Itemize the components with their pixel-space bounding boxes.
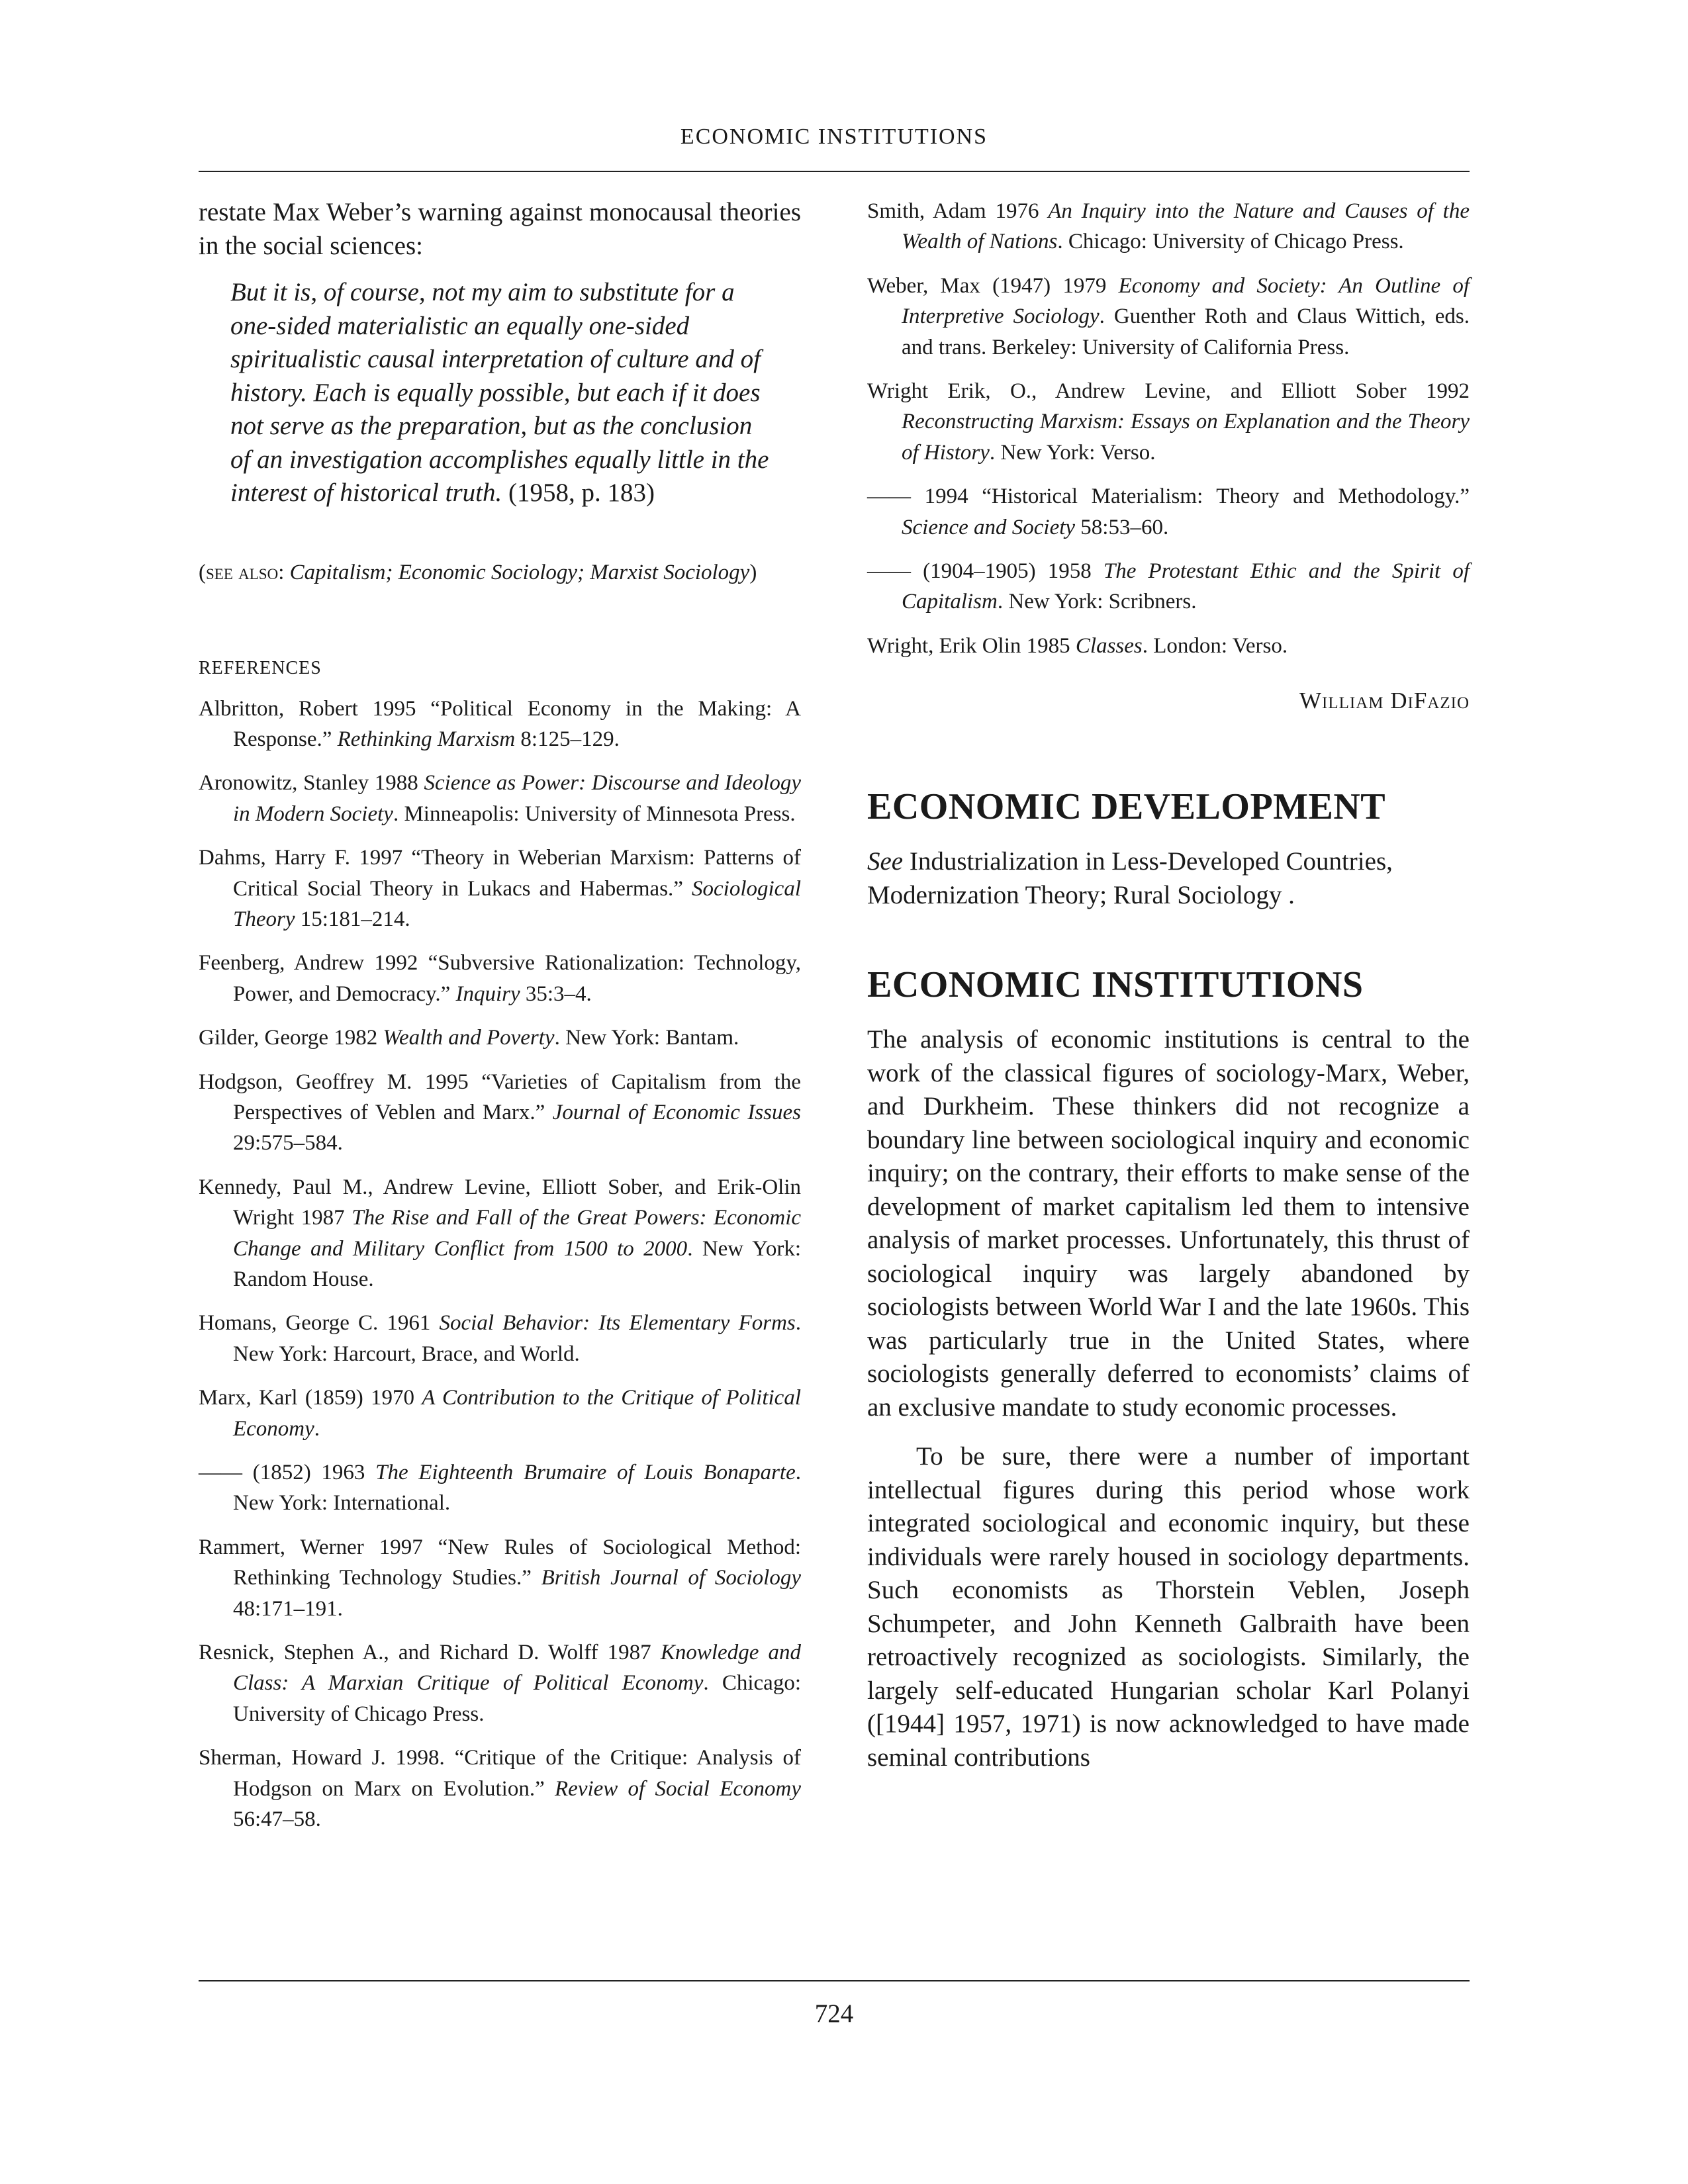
reference-text: Smith, Adam 1976 [867,199,1049,223]
reference-details: . New York: Verso. [989,440,1156,465]
reference-title: Science and Society [902,515,1076,539]
reference-details: 35:3–4. [520,981,592,1006]
reference-details: 15:181–214. [295,907,410,931]
references-list-right [867,196,1470,661]
see-also-close: ) [749,560,757,584]
reference-entry [867,481,1470,543]
reference-text: Marx, Karl (1859) 1970 [199,1386,422,1410]
reference-title: Classes [1075,633,1143,658]
reference-title: An Inquiry into the Nature and Causes of the Wealth of Nations [902,199,1470,254]
reference-text: Aronowitz, Stanley 1988 [199,771,424,796]
reference-title: British Journal of Sociology [541,1566,801,1590]
see-also [199,561,801,585]
reference-entry [867,556,1470,617]
intro-paragraph: restate Max Weber’s warning against monocausal theories in the social sciences: [199,198,801,260]
see-also-items: Capitalism; Economic Sociology; Marxist Sociology [289,560,750,584]
body-paragraph-1: The analysis of economic institutions is central to the work of the classical figures of sociology-Marx, Weber, and Durkheim. These thinkers did not recognize a boundary line between sociological inquiry and economic inquiry; on the contrary, their efforts to make sense of the development of market capitalism led them to intensive analysis of market processes. Unfortunately, this thrust of sociological inquiry was largely abandoned by sociologists between World War I and the late 1960s. This was particularly true in the United States, where sociologists generally deferred to economists’ claims of an exclusive mandate to study economic processes. [867,1025,1470,1422]
reference-text: —— 1994 “Historical Materialism: Theory and Methodology.” [867,484,1470,509]
reference-text: Albritton, Robert 1995 “Political Economy in the Making: A Response.” [199,696,801,751]
reference-details: . New York: Bantam. [554,1026,739,1050]
reference-entry [199,1637,801,1729]
reference-text: Resnick, Stephen A., and Richard D. Wolff 1987 [199,1641,661,1665]
see-label: See [867,847,904,876]
running-head: ECONOMIC INSTITUTIONS [680,124,988,149]
reference-details: . Chicago: University of Chicago Press. [233,1671,801,1726]
reference-entry [199,1457,801,1519]
see-also-open: ( [199,560,206,584]
reference-details: . New York: Harcourt, Brace, and World. [233,1311,801,1366]
references-heading: REFERENCES [199,657,322,678]
reference-details: . Minneapolis: University of Minnesota Press. [393,801,796,826]
reference-title: Reconstructing Marxism: Essays on Explanation and the Theory of History [902,410,1470,465]
reference-details: . Chicago: University of Chicago Press. [1057,230,1404,254]
reference-title: The Eighteenth Brumaire of Louis Bonaparte [375,1461,796,1485]
reference-details: 56:47–58. [233,1807,321,1832]
reference-entry [199,1172,801,1295]
reference-text: Hodgson, Geoffrey M. 1995 “Varieties of Capitalism from the Perspectives of Veblen and Marx.” [199,1069,801,1124]
reference-entry [199,842,801,934]
reference-entry [867,376,1470,468]
reference-entry [867,196,1470,257]
reference-text: —— (1852) 1963 [199,1461,376,1485]
reference-text: Gilder, George 1982 [199,1026,383,1050]
reference-details: 58:53–60. [1075,515,1169,539]
reference-title: Wealth and Poverty [383,1026,555,1050]
reference-title: Social Behavior: Its Elementary Forms [439,1311,796,1336]
see-also-label: see also [206,560,279,584]
reference-text: Rammert, Werner 1997 “New Rules of Sociological Method: Rethinking Technology Studies.” [199,1535,801,1590]
reference-entry [199,1532,801,1624]
reference-title: Knowledge and Class: A Marxian Critique of Political Economy [233,1641,802,1696]
reference-text: Homans, George C. 1961 [199,1311,440,1336]
reference-details: . New York: International. [233,1461,801,1516]
right-column [867,196,1470,1774]
references-list-left [199,694,801,1835]
left-column [199,196,801,1848]
reference-title: Journal of Economic Issues [552,1100,801,1124]
block-quote [230,276,774,510]
quote-citation: (1958, p. 183) [502,478,655,507]
entry-title-economic-development: ECONOMIC DEVELOPMENT [867,786,1386,828]
reference-text: Wright Erik, O., Andrew Levine, and Elliott Sober 1992 [867,379,1470,404]
reference-text: Wright, Erik Olin 1985 [867,633,1076,658]
reference-text: Kennedy, Paul M., Andrew Levine, Elliott Sober, and Erik-Olin Wright 1987 [199,1175,801,1230]
reference-text: Weber, Max (1947) 1979 [867,273,1119,298]
reference-entry [199,1743,801,1835]
entry-title-economic-institutions: ECONOMIC INSTITUTIONS [867,964,1364,1006]
reference-details: . New York: Random House. [233,1236,801,1291]
reference-entry [867,631,1470,661]
reference-title: Economy and Society: An Outline of Interpretive Sociology [902,273,1470,329]
reference-entry [199,768,801,829]
reference-title: Sociological Theory [233,876,801,931]
reference-title: A Contribution to the Critique of Political Economy [233,1386,801,1441]
reference-title: The Protestant Ethic and the Spirit of Capitalism [902,559,1470,614]
page-number: 724 [814,1999,854,2028]
reference-details: . [314,1416,320,1441]
reference-title: Review of Social Economy [555,1776,802,1801]
reference-title: The Rise and Fall of the Great Powers: Economic Change and Military Conflict from 1500 to 2000 [233,1206,802,1261]
footer-rule [199,1980,1470,1981]
reference-text: Dahms, Harry F. 1997 “Theory in Weberian Marxism: Patterns of Critical Social Theory in Lukacs and Habermas.” [199,846,801,901]
quote-text: But it is, of course, not my aim to substitute for a one-sided materialistic an equally one-sided spiritualistic causal interpretation of culture and of history. Each is equally possible, but each if it does not serve as the preparation, but as the conclusion of an investigation accomplishes equally little in the interest of historical truth. [230,278,769,507]
header-rule [199,171,1470,172]
reference-text: Feenberg, Andrew 1992 “Subversive Rationalization: Technology, Power, and Democracy.” [199,951,801,1006]
reference-entry [199,1023,801,1053]
see-also-colon: : [278,560,290,584]
reference-title: Inquiry [455,981,520,1006]
reference-entry [199,948,801,1009]
reference-entry [199,1308,801,1369]
reference-details: . London: Verso. [1142,633,1288,658]
reference-details: 8:125–129. [515,727,620,751]
reference-entry [199,1067,801,1159]
reference-details: . Guenther Roth and Claus Wittich, eds. and trans. Berkeley: University of California Press. [902,304,1470,359]
reference-entry [199,1383,801,1444]
reference-details: 29:575–584. [233,1131,343,1156]
reference-text: —— (1904–1905) 1958 [867,559,1103,584]
see-reference [867,845,1470,912]
reference-text: Sherman, Howard J. 1998. “Critique of the Critique: Analysis of Hodgson on Marx on Evolution.” [199,1746,801,1801]
reference-details: . New York: Scribners. [997,590,1197,614]
reference-entry [199,694,801,755]
reference-title: Science as Power: Discourse and Ideology in Modern Society [233,771,801,826]
see-text: Industrialization in Less-Developed Countries, Modernization Theory; Rural Sociology . [867,847,1393,909]
article-author: William DiFazio [1299,688,1470,714]
reference-title: Rethinking Marxism [337,727,516,751]
reference-entry [867,271,1470,363]
body-paragraph-2: To be sure, there were a number of important intellectual figures during this period whose work integrated sociological and economic inquiry, but these individuals were rarely housed in sociology departments. Such economists as Thorstein Veblen, Joseph Schumpeter, and John Kenneth Galbraith have been retroactively recognized as sociologists. Similarly, the largely self-educated Hungarian scholar Karl Polanyi ([1944] 1957, 1971) is now acknowledged to have made seminal contributions [867,1442,1470,1772]
reference-details: 48:171–191. [233,1596,343,1621]
